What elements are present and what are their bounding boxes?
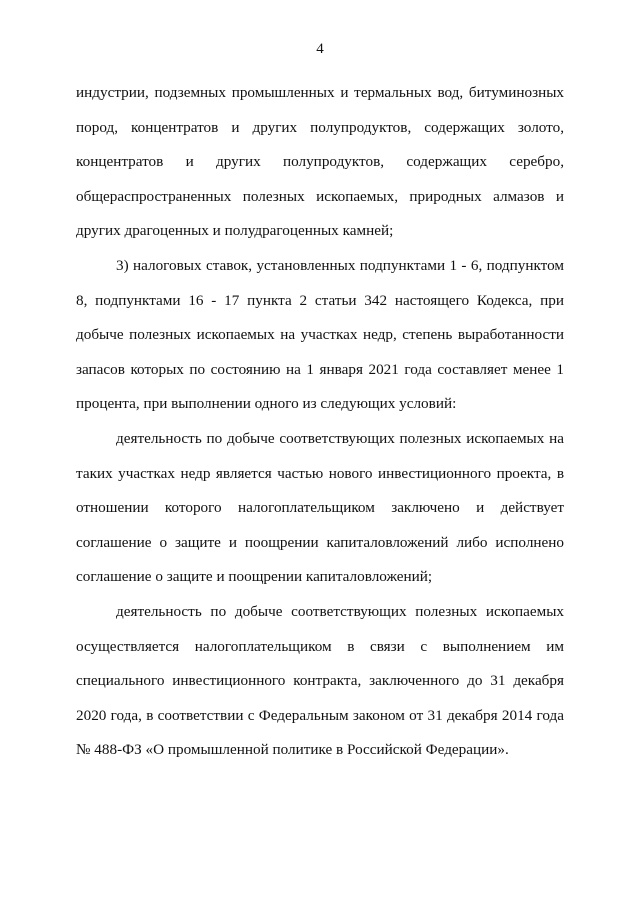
document-body <box>76 76 564 768</box>
paragraph-2: 3) налоговых ставок, установленных подпунктами 1 - 6, подпунктом 8, подпунктами 16 - 17 пункта 2 статьи 342 настоящего Кодекса, при добыче полезных ископаемых на участках недр, степень выработанности запасов которых по состоянию на 1 января 2021 года составляет менее 1 процента, при выполнении одного из следующих условий: <box>76 256 564 413</box>
paragraph-1: индустрии, подземных промышленных и термальных вод, битуминозных пород, концентратов и других полупродуктов, содержащих золото, концентратов и других полупродуктов, содержащих серебро, общераспространенных полезных ископаемых, природных алмазов и других драгоценных и полудрагоценных камней; <box>76 84 564 240</box>
paragraph-4: деятельность по добыче соответствующих полезных ископаемых осуществляется налогоплательщиком в связи с выполнением им специального инвестиционного контракта, заключенного до 31 декабря 2020 года, в соответствии с Федеральным законом от 31 декабря 2014 года № 488-ФЗ «О промышленной политике в Российской Федерации». <box>76 602 564 759</box>
paragraph-3: деятельность по добыче соответствующих полезных ископаемых на таких участках недр является частью нового инвестиционного проекта, в отношении которого налогоплательщиком заключено и действует соглашение о защите и поощрении капиталовложений либо исполнено соглашение о защите и поощрении капиталовложений; <box>76 429 564 586</box>
page-number: 4 <box>316 41 324 57</box>
